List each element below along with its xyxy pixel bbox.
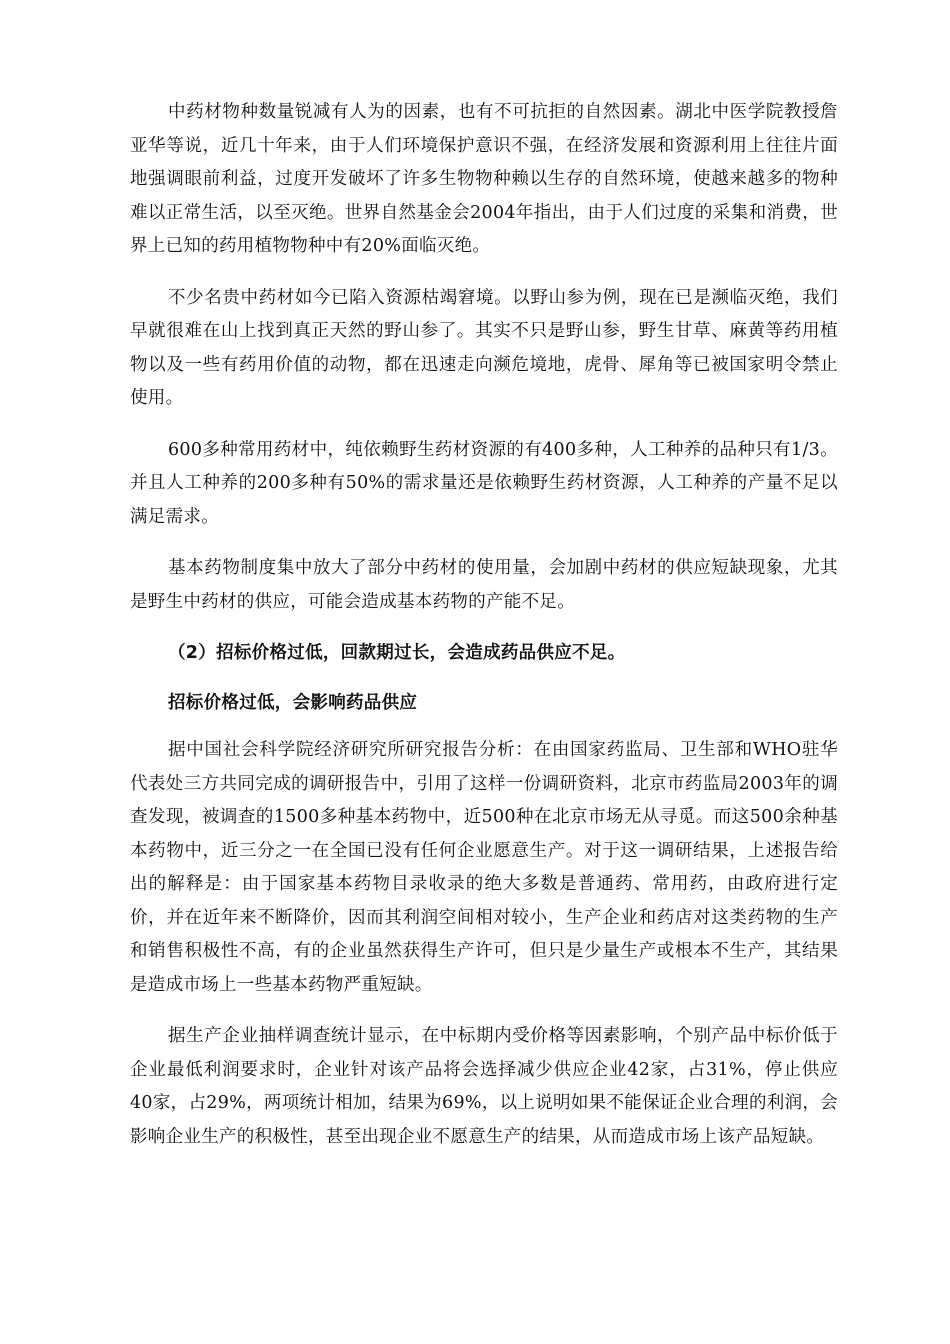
paragraph-common-herbs: 600多种常用药材中，纯依赖野生药材资源的有400多种，人工种养的品种只有1/3。并且人工种养的200多种有50%的需求量还是依赖野生药材资源，人工种养的产量不足以满足需求。 — [130, 439, 838, 527]
paragraph-essential-drugs: 基本药物制度集中放大了部分中药材的使用量，会加剧中药材的供应短缺现象，尤其是野生中药材的供应，可能会造成基本药物的产能不足。 — [130, 558, 838, 612]
sub-heading: 招标价格过低，会影响药品供应 — [168, 692, 418, 713]
paragraph-research-report: 据中国社会科学院经济研究所研究报告分析：在由国家药监局、卫生部和WHO驻华代表处三方共同完成的调研报告中，引用了这样一份调研资料，北京市药监局2003年的调查发现，被调查的1500多种基本药物中，近500种在北京市场无从寻觅。而这500余种基本药物中，近三分之一在全国已没有任何企业愿意生产。对于这一调研结果，上述报告给出的解释是：由于国家基本药物目录收录的绝大多数是普通药、常用药，由政府进行定价，并在近年来不断降价，因而其利润空间相对较小，生产企业和药店对这类药物的生产和销售积极性不高，有的企业虽然获得生产许可，但只是少量生产或根本不生产，其结果是造成市场上一些基本药物严重短缺。 — [130, 740, 838, 995]
paragraph-precious-herbs: 不少名贵中药材如今已陷入资源枯竭窘境。以野山参为例，现在已是濒临灭绝，我们早就很难在山上找到真正天然的野山参了。其实不只是野山参，野生甘草、麻黄等药用植物以及一些有药用价值的动物，都在迅速走向濒危境地，虎骨、犀角等已被国家明令禁止使用。 — [130, 287, 838, 408]
paragraph-species-decline: 中药材物种数量锐减有人为的因素，也有不可抗拒的自然因素。湖北中医学院教授詹亚华等说，近几十年来，由于人们环境保护意识不强，在经济发展和资源利用上往往片面地强调眼前利益，过度开发破坏了许多生物物种赖以生存的自然环境，使越来越多的物种难以正常生活，以至灭绝。世界自然基金会2004年指出，由于人们过度的采集和消费，世界上已知的药用植物物种中有20%面临灭绝。 — [130, 102, 838, 256]
section-heading: （2）招标价格过低，回款期过长，会造成药品供应不足。 — [168, 643, 626, 663]
paragraph-survey-statistics: 据生产企业抽样调查统计显示，在中标期内受价格等因素影响，个别产品中标价低于企业最低利润要求时，企业针对该产品将会选择减少供应企业42家，占31%，停止供应40家，占29%，两项统计相加，结果为69%，以上说明如果不能保证企业合理的利润，会影响企业生产的积极性，甚至出现企业不愿意生产的结果，从而造成市场上该产品短缺。 — [130, 1026, 838, 1147]
